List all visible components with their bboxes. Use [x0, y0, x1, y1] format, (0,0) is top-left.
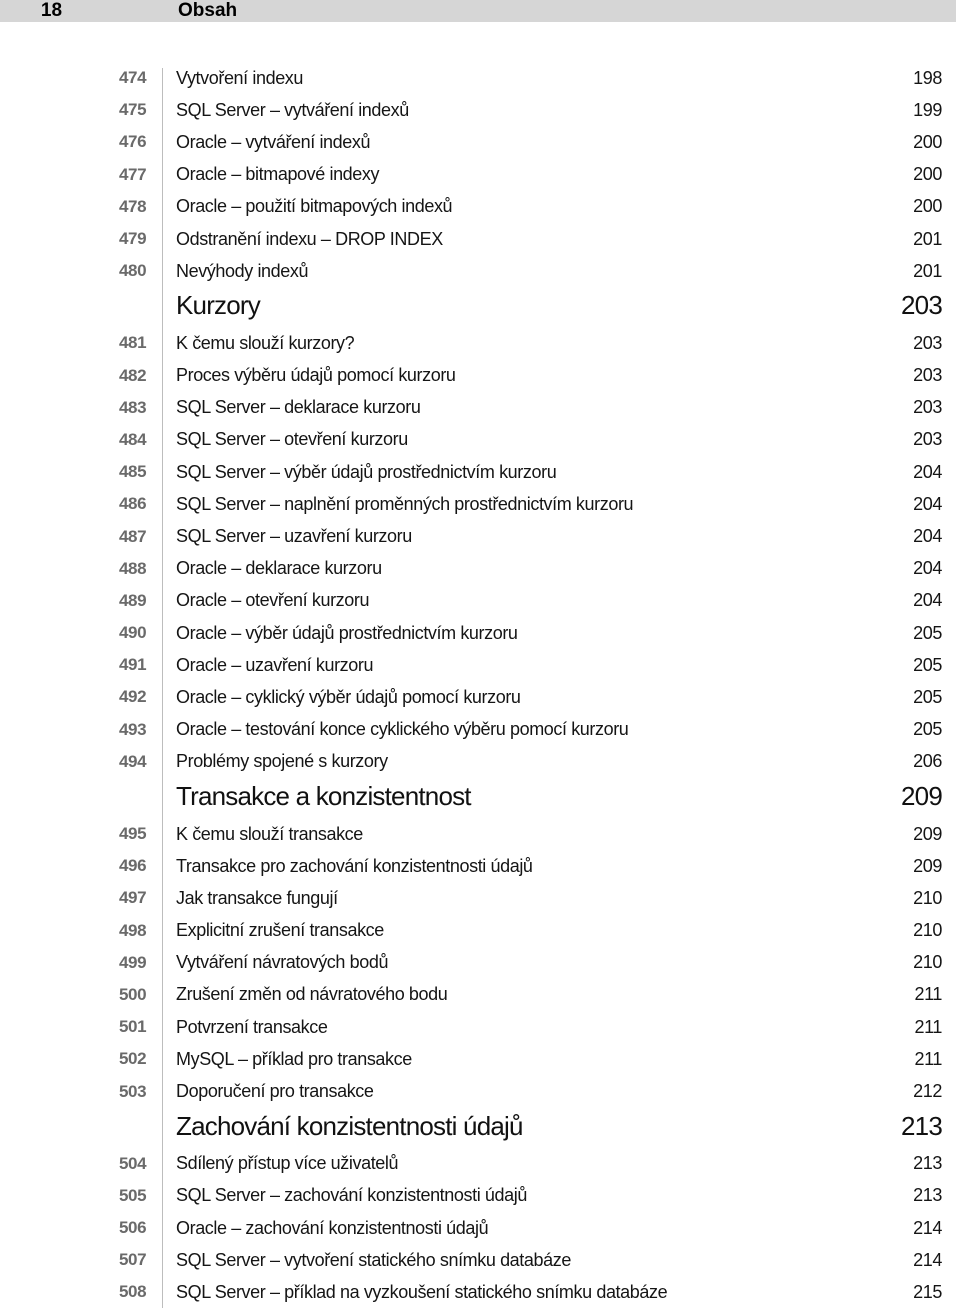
entry-page-number: 204 — [913, 526, 942, 547]
entry-title: SQL Server – uzavření kurzoru — [176, 526, 412, 547]
entry-page-number: 204 — [913, 590, 942, 611]
entry-title: Potvrzení transakce — [176, 1016, 328, 1037]
toc-entry[interactable] — [0, 456, 960, 488]
page-header — [0, 0, 956, 22]
entry-page-number: 204 — [913, 558, 942, 579]
toc-entry[interactable] — [0, 947, 960, 979]
entry-number: 483 — [119, 397, 147, 417]
entry-number: 497 — [119, 888, 147, 908]
entry-page-number: 205 — [913, 686, 942, 707]
entry-page-number: 210 — [913, 887, 942, 908]
toc-entry[interactable] — [0, 62, 960, 94]
entry-number: 501 — [119, 1017, 147, 1037]
entry-page-number: 213 — [913, 1153, 942, 1174]
entry-title: Oracle – použití bitmapových indexů — [176, 196, 453, 217]
toc-entry[interactable] — [0, 1148, 960, 1180]
entry-title: MySQL – příklad pro transakce — [176, 1048, 412, 1069]
entry-page-number: 205 — [913, 719, 942, 740]
entry-number: 481 — [119, 333, 147, 353]
entry-title: SQL Server – výběr údajů prostřednictvím kurzoru — [176, 461, 557, 482]
toc-entry[interactable] — [0, 360, 960, 392]
entry-page-number: 199 — [913, 99, 942, 120]
entry-page-number: 215 — [913, 1281, 942, 1302]
entry-title: Vytváření návratových bodů — [176, 952, 389, 973]
entry-title: K čemu slouží transakce — [176, 823, 363, 844]
entry-title: SQL Server – vytvoření statického snímku databáze — [176, 1249, 571, 1270]
entry-number: 478 — [119, 196, 147, 216]
entry-title: SQL Server – deklarace kurzoru — [176, 397, 421, 418]
entry-title: Oracle – testování konce cyklického výběru pomocí kurzoru — [176, 719, 629, 740]
entry-title: Proces výběru údajů pomocí kurzoru — [176, 365, 456, 386]
entry-page-number: 201 — [913, 260, 942, 281]
toc-entry[interactable] — [0, 255, 960, 287]
toc-entry[interactable] — [0, 882, 960, 914]
entry-number: 480 — [119, 261, 147, 281]
page-number: 18 — [40, 0, 63, 21]
toc-entry[interactable] — [0, 746, 960, 778]
entry-number: 485 — [119, 462, 147, 482]
toc-entry[interactable] — [0, 617, 960, 649]
toc-entry[interactable] — [0, 223, 960, 255]
entry-title: Transakce pro zachování konzistentnosti údajů — [176, 855, 533, 876]
entry-page-number: 203 — [913, 397, 942, 418]
entry-page-number: 213 — [913, 1185, 942, 1206]
toc-entry[interactable] — [0, 585, 960, 617]
entry-page-number: 211 — [914, 984, 942, 1005]
entry-page-number: 203 — [913, 332, 942, 353]
entry-title: Oracle – deklarace kurzoru — [176, 558, 382, 579]
entry-number: 493 — [119, 719, 147, 739]
entry-number: 508 — [119, 1282, 147, 1302]
entry-number: 489 — [119, 590, 147, 610]
entry-title: Vytvoření indexu — [176, 67, 304, 88]
entry-title: SQL Server – otevření kurzoru — [176, 429, 408, 450]
entry-number: 506 — [119, 1218, 147, 1238]
entry-title: Explicitní zrušení transakce — [176, 920, 384, 941]
entry-page-number: 213 — [901, 1110, 942, 1141]
chapter-title: Transakce a konzistentnost — [176, 780, 471, 811]
entry-number: 491 — [119, 655, 147, 675]
toc-entry[interactable] — [0, 714, 960, 746]
entry-number: 477 — [119, 164, 147, 184]
entry-number: 504 — [119, 1153, 147, 1173]
entry-page-number: 200 — [913, 196, 942, 217]
toc-entry[interactable] — [0, 915, 960, 947]
toc-entry[interactable] — [0, 1244, 960, 1276]
page-title: Obsah — [178, 0, 238, 21]
entry-page-number: 210 — [913, 920, 942, 941]
entry-number: 505 — [119, 1185, 147, 1205]
entry-title: K čemu slouží kurzory? — [176, 332, 355, 353]
entry-number: 502 — [119, 1049, 147, 1069]
entry-number: 475 — [119, 100, 147, 120]
entry-number: 507 — [119, 1250, 147, 1270]
entry-number: 484 — [119, 429, 147, 449]
entry-number: 479 — [119, 229, 147, 249]
entry-title: Jak transakce fungují — [176, 887, 338, 908]
entry-page-number: 206 — [913, 751, 942, 772]
toc-entry[interactable] — [0, 126, 960, 158]
entry-title: SQL Server – naplnění proměnných prostřednictvím kurzoru — [176, 493, 634, 514]
entry-title: Zrušení změn od návratového bodu — [176, 984, 448, 1005]
toc-chapter-heading[interactable] — [0, 1108, 960, 1148]
entry-page-number: 200 — [913, 131, 942, 152]
entry-title: Oracle – otevření kurzoru — [176, 590, 370, 611]
entry-page-number: 214 — [913, 1249, 942, 1270]
entry-title: Nevýhody indexů — [176, 260, 309, 281]
toc-entry[interactable] — [0, 424, 960, 456]
entry-number: 486 — [119, 494, 147, 514]
toc-chapter-heading[interactable] — [0, 778, 960, 818]
entry-number: 476 — [119, 132, 147, 152]
entry-number: 474 — [119, 68, 147, 88]
entry-page-number: 209 — [901, 780, 942, 811]
toc-entry[interactable] — [0, 392, 960, 424]
entry-number: 494 — [119, 751, 147, 771]
entry-title: Oracle – zachování konzistentnosti údajů — [176, 1217, 489, 1238]
toc-entry[interactable] — [0, 488, 960, 520]
entry-number: 495 — [119, 824, 147, 844]
entry-title: Oracle – výběr údajů prostřednictvím kurzoru — [176, 622, 518, 643]
entry-title: SQL Server – příklad na vyzkoušení statického snímku databáze — [176, 1281, 668, 1302]
toc-entry[interactable] — [0, 327, 960, 359]
entry-page-number: 205 — [913, 654, 942, 675]
toc-entry[interactable] — [0, 94, 960, 126]
entry-page-number: 198 — [913, 67, 942, 88]
toc-entry[interactable] — [0, 1043, 960, 1075]
toc-entry[interactable] — [0, 1212, 960, 1244]
entry-page-number: 203 — [901, 290, 942, 321]
entry-page-number: 203 — [913, 365, 942, 386]
entry-page-number: 212 — [913, 1081, 942, 1102]
entry-number: 482 — [119, 365, 147, 385]
toc-entry[interactable] — [0, 191, 960, 223]
entry-page-number: 211 — [914, 1048, 942, 1069]
toc-entry[interactable] — [0, 1075, 960, 1107]
entry-page-number: 209 — [913, 855, 942, 876]
toc-chapter-heading[interactable] — [0, 287, 960, 327]
toc-entry[interactable] — [0, 1276, 960, 1308]
entry-title: Odstranění indexu – DROP INDEX — [176, 228, 443, 249]
entry-number: 500 — [119, 984, 147, 1004]
entry-page-number: 209 — [913, 823, 942, 844]
entry-page-number: 203 — [913, 429, 942, 450]
toc-entry[interactable] — [0, 553, 960, 585]
entry-page-number: 204 — [913, 493, 942, 514]
entry-number: 490 — [119, 623, 147, 643]
entry-title: Doporučení pro transakce — [176, 1081, 374, 1102]
entry-page-number: 210 — [913, 952, 942, 973]
chapter-title: Zachování konzistentnosti údajů — [176, 1110, 523, 1141]
entry-number: 499 — [119, 952, 147, 972]
entry-number: 492 — [119, 687, 147, 707]
chapter-title: Kurzory — [176, 290, 260, 321]
entry-page-number: 204 — [913, 461, 942, 482]
entry-title: Oracle – cyklický výběr údajů pomocí kurzoru — [176, 686, 521, 707]
entry-title: Sdílený přístup více uživatelů — [176, 1153, 399, 1174]
toc-entry[interactable] — [0, 1011, 960, 1043]
entry-title: Oracle – uzavření kurzoru — [176, 654, 374, 675]
entry-number: 498 — [119, 920, 147, 940]
toc-entry[interactable] — [0, 649, 960, 681]
toc-entry[interactable] — [0, 520, 960, 552]
entry-page-number: 200 — [913, 164, 942, 185]
entry-page-number: 205 — [913, 622, 942, 643]
entry-title: Oracle – bitmapové indexy — [176, 164, 380, 185]
entry-number: 503 — [119, 1081, 147, 1101]
entry-title: SQL Server – vytváření indexů — [176, 99, 409, 120]
entry-number: 496 — [119, 856, 147, 876]
toc-entry[interactable] — [0, 681, 960, 713]
table-of-contents — [0, 62, 960, 1309]
entry-title: SQL Server – zachování konzistentnosti údajů — [176, 1185, 527, 1206]
entry-number: 488 — [119, 558, 147, 578]
toc-entry[interactable] — [0, 1180, 960, 1212]
entry-page-number: 201 — [913, 228, 942, 249]
entry-title: Problémy spojené s kurzory — [176, 751, 388, 772]
entry-page-number: 211 — [914, 1016, 942, 1037]
entry-title: Oracle – vytváření indexů — [176, 131, 371, 152]
toc-entry[interactable] — [0, 979, 960, 1011]
toc-entry[interactable] — [0, 818, 960, 850]
entry-number: 487 — [119, 526, 147, 546]
toc-entry[interactable] — [0, 159, 960, 191]
toc-entry[interactable] — [0, 850, 960, 882]
entry-page-number: 214 — [913, 1217, 942, 1238]
